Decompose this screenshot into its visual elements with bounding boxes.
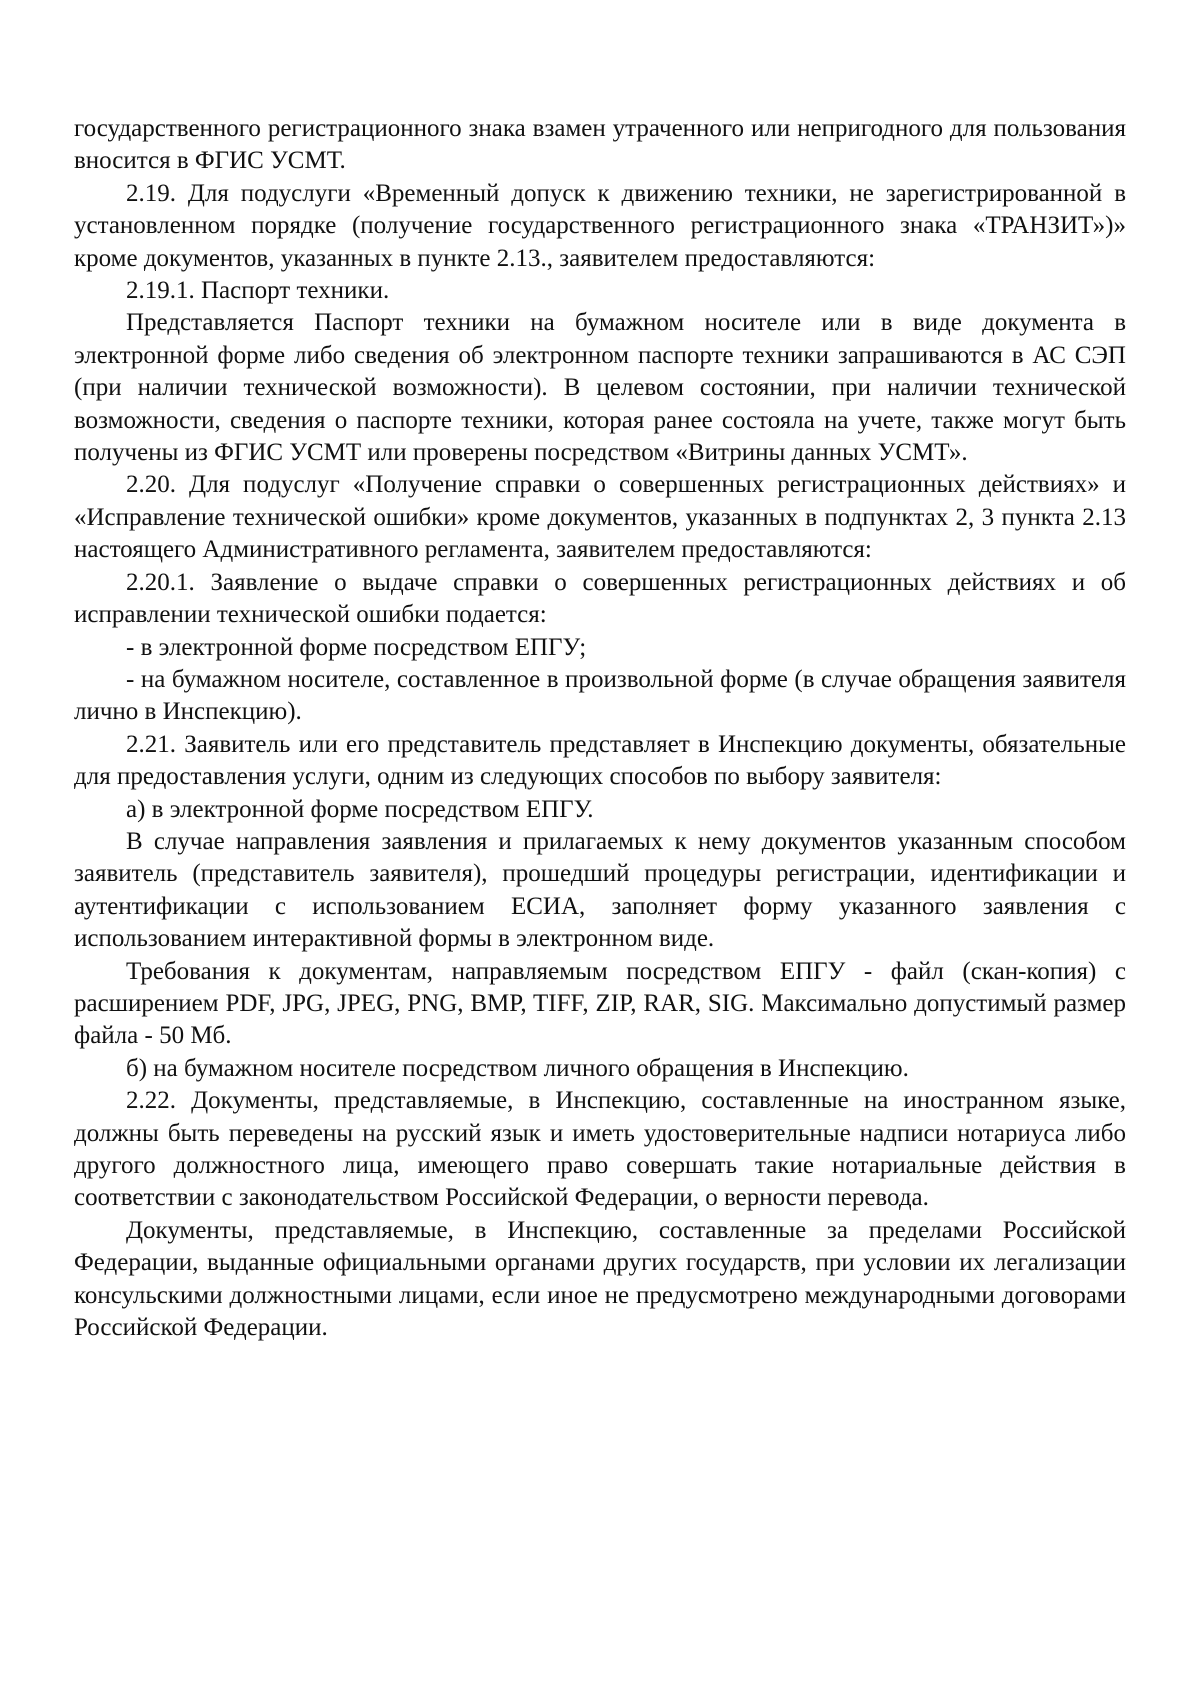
paragraph-2-21: 2.21. Заявитель или его представитель представляет в Инспекцию документы, обязательные для предоставления услуги, одним из следующих способов по выбору заявителя:: [74, 730, 1126, 791]
paragraph-esia: В случае направления заявления и прилагаемых к нему документов указанным способом заявитель (представитель заявителя), прошедший процедуры регистрации, идентификации и аутентификации с использованием ЕСИА, заполняет форму указанного заявления с использованием интерактивной формы в электронном виде.: [74, 827, 1126, 953]
paragraph-paper-form: - на бумажном носителе, составленное в произвольной форме (в случае обращения заявителя лично в Инспекцию).: [74, 665, 1126, 726]
paragraph-2-20: 2.20. Для подуслуг «Получение справки о совершенных регистрационных действиях» и «Исправление технической ошибки» кроме документов, указанных в подпунктах 2, 3 пункта 2.13 настоящего Административного регламента, заявителем предоставляются:: [74, 471, 1126, 564]
paragraph-2-19-1: 2.19.1. Паспорт техники.: [126, 277, 390, 305]
paragraph-2-21-a: а) в электронной форме посредством ЕПГУ.: [126, 795, 594, 823]
paragraph-2-19: 2.19. Для подуслуги «Временный допуск к движению техники, не зарегистрированной в установленном порядке (получение государственного регистрационного знака «ТРАНЗИТ»)» кроме документов, указанных в пункте 2.13., заявителем предоставляются:: [74, 179, 1126, 272]
paragraph-2-20-1: 2.20.1. Заявление о выдаче справки о совершенных регистрационных действиях и об исправлении технической ошибки подается:: [74, 568, 1126, 629]
paragraph-electronic-form: - в электронной форме посредством ЕПГУ;: [126, 633, 587, 661]
paragraph-continuation: государственного регистрационного знака взамен утраченного или непригодного для пользования вносится в ФГИС УСМТ.: [74, 115, 1126, 175]
paragraph-2-21-b: б) на бумажном носителе посредством личного обращения в Инспекцию.: [126, 1054, 909, 1082]
paragraph-foreign-documents: Документы, представляемые, в Инспекцию, составленные за пределами Российской Федерации, выданные официальными органами других государств, при условии их легализации консульскими должностными лицами, если иное не предусмотрено международными договорами Российской Федерации.: [74, 1216, 1126, 1342]
document-page: [74, 113, 1126, 1344]
paragraph-file-requirements: Требования к документам, направляемым посредством ЕПГУ - файл (скан-копия) с расширением PDF, JPG, JPEG, PNG, BMP, TIFF, ZIP, RAR, SIG. Максимально допустимый размер файла - 50 Мб.: [74, 957, 1126, 1050]
paragraph-passport-details: Представляется Паспорт техники на бумажном носителе или в виде документа в электронной форме либо сведения об электронном паспорте техники запрашиваются в АС СЭП (при наличии технической возможности). В целевом состоянии, при наличии технической возможности, сведения о паспорте техники, которая ранее состояла на учете, также могут быть получены из ФГИС УСМТ или проверены посредством «Витрины данных УСМТ».: [74, 309, 1126, 467]
paragraph-2-22: 2.22. Документы, представляемые, в Инспекцию, составленные на иностранном языке, должны быть переведены на русский язык и иметь удостоверительные надписи нотариуса либо другого должностного лица, имеющего право совершать такие нотариальные действия в соответствии с законодательством Российской Федерации, о верности перевода.: [74, 1087, 1126, 1212]
